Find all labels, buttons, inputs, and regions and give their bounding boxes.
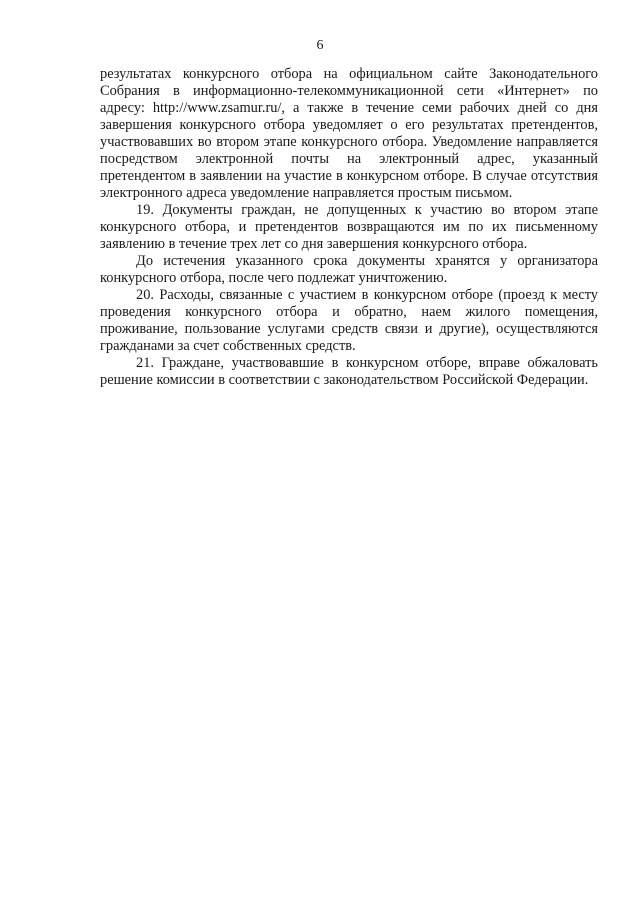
paragraph-item-19: 19. Документы граждан, не допущенных к участию во втором этапе конкурсного отбора, и претендентов возвращаются им по их письменному заявлению в течение трех лет со дня завершения конкурсного отбора. — [100, 202, 598, 252]
paragraph-storage-period: До истечения указанного срока документы хранятся у организатора конкурсного отбора, после чего подлежат уничтожению. — [100, 253, 598, 286]
paragraph-item-21: 21. Граждане, участвовавшие в конкурсном отборе, вправе обжаловать решение комиссии в соответствии с законодательством Российской Федерации. — [100, 355, 598, 388]
paragraph-continuation: результатах конкурсного отбора на официальном сайте Законодательного Собрания в информационно-телекоммуникационной сети «Интернет» по адресу: http://www.zsamur.ru/, а также в течение семи рабочих дней со дня завершения конкурсного отбора уведомляет о его результатах претендентов, участвовавших во втором этапе конкурсного отбора. Уведомление направляется посредством электронной почты на электронный адрес, указанный претендентом в заявлении на участие в конкурсном отборе. В случае отсутствия электронного адреса уведомление направляется простым письмом. — [100, 66, 598, 201]
paragraph-item-20: 20. Расходы, связанные с участием в конкурсном отборе (проезд к месту проведения конкурсного отбора и обратно, наем жилого помещения, проживание, пользование услугами средств связи и другие), осуществляются гражданами за счет собственных средств. — [100, 287, 598, 354]
document-body — [100, 66, 598, 389]
page-number: 6 — [316, 38, 324, 53]
